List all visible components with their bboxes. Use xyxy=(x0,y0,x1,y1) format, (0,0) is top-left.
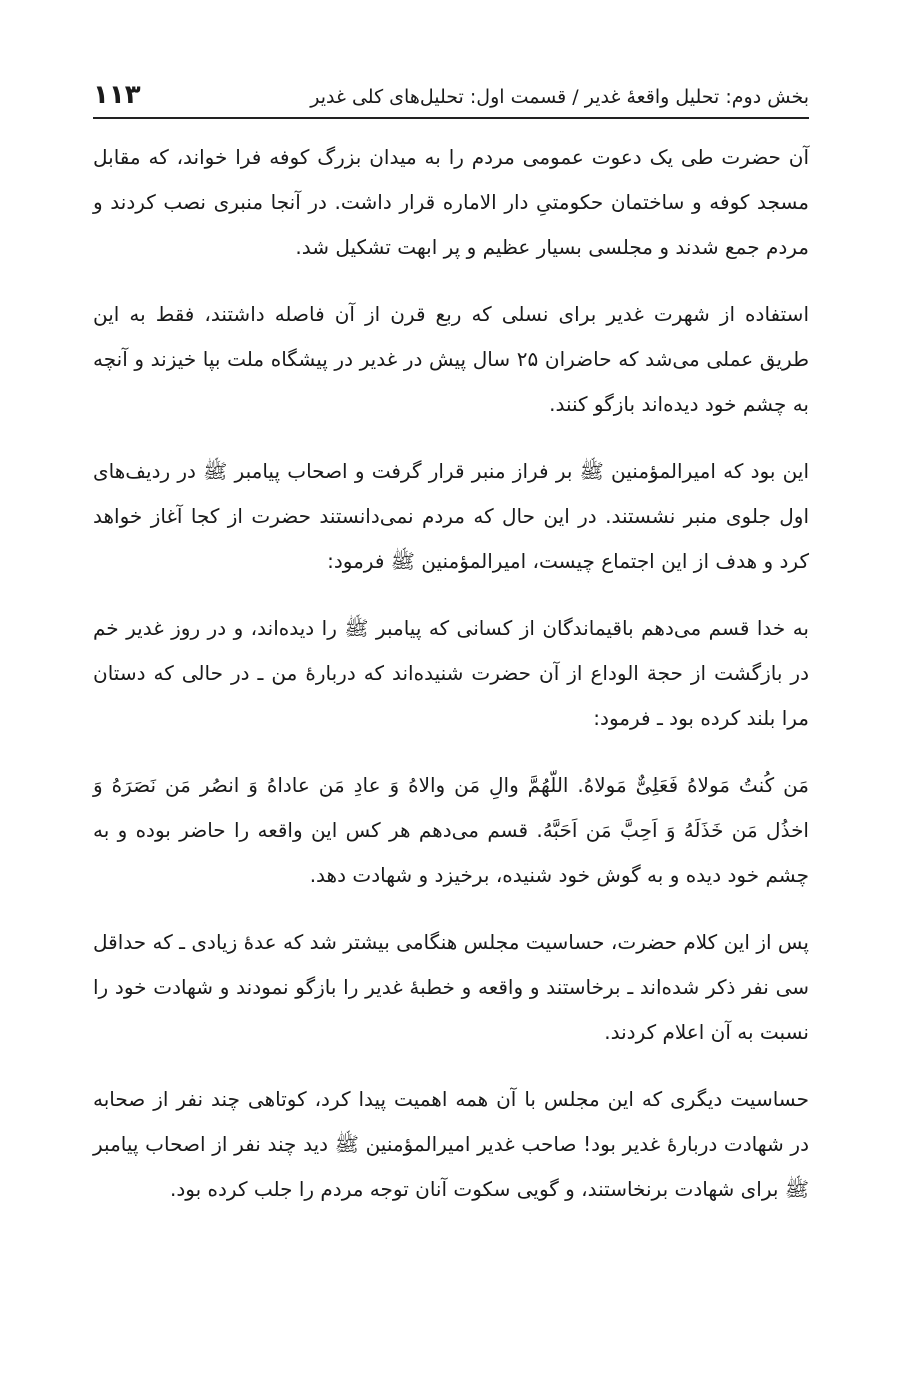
paragraph: به خدا قسم می‌دهم باقیماندگان از کسانی که پیامبر ﷺ را دیده‌اند، و در روز غدیر خم در بازگشت از حجة الوداع از آن حضرت شنیده‌اند که دربارهٔ من ـ در حالی که دستان مرا بلند کرده بود ـ فرمود: xyxy=(93,616,809,730)
paragraph: آن حضرت طی یک دعوت عمومی مردم را به میدان بزرگ کوفه فرا خواند، که مقابل مسجد کوفه و ساختمان حکومتیِ دار الاماره قرار داشت. در آنجا منبری نصب کردند و مردم جمع شدند و مجلسی بسیار عظیم و پر ابهت تشکیل شد. xyxy=(93,145,809,259)
paragraph: پس از این کلام حضرت، حساسیت مجلس هنگامی بیشتر شد که عدهٔ زیادی ـ که حداقل سی نفر ذکر شده‌اند ـ برخاستند و واقعه و خطبهٔ غدیر را بازگو نمودند و شهادت خود را نسبت به آن اعلام کردند. xyxy=(93,930,809,1044)
page-header xyxy=(93,70,809,110)
paragraph: این بود که امیرالمؤمنین ﷺ بر فراز منبر قرار گرفت و اصحاب پیامبر ﷺ در ردیف‌های اول جلوی منبر نشستند. در این حال که مردم نمی‌دانستند حضرت از کجا آغاز خواهد کرد و هدف از این اجتماع چیست، امیرالمؤمنین ﷺ فرمود: xyxy=(93,459,809,573)
paragraph: استفاده از شهرت غدیر برای نسلی که ربع قرن از آن فاصله داشتند، فقط به این طریق عملی می‌شد که حاضران ۲۵ سال پیش در غدیر در پیشگاه ملت بپا خیزند و آنچه به چشم خود دیده‌اند بازگو کنند. xyxy=(93,302,809,416)
paragraph: حساسیت دیگری که این مجلس با آن همه اهمیت پیدا کرد، کوتاهی چند نفر از صحابه در شهادت دربارهٔ غدیر بود! صاحب غدیر امیرالمؤمنین ﷺ دید چند نفر از اصحاب پیامبر ﷺ برای شهادت برنخاستند، و گویی سکوت آنان توجه مردم را جلب کرده بود. xyxy=(93,1087,809,1201)
page-number: ۱۱۳ xyxy=(93,80,141,110)
header-divider xyxy=(93,117,809,119)
hadith-quote-paragraph: مَن کُنتُ مَولاهُ فَعَلِیٌّ مَولاهُ. اللّهُمَّ والِ مَن والاهُ وَ عادِ مَن عاداهُ وَ انصُر مَن نَصَرَهُ وَ اخذُل مَن خَذَلَهُ وَ اَحِبَّ مَن اَحَبَّهُ. قسم می‌دهم هر کس این واقعه را حاضر بوده و به چشم خود دیده و به گوش خود شنیده، برخیزد و شهادت دهد. xyxy=(93,773,809,887)
book-page xyxy=(93,0,809,1390)
body-text xyxy=(93,135,809,1234)
running-title: بخش دوم: تحلیل واقعهٔ غدیر / قسمت اول: تحلیل‌های کلی غدیر xyxy=(310,86,809,108)
